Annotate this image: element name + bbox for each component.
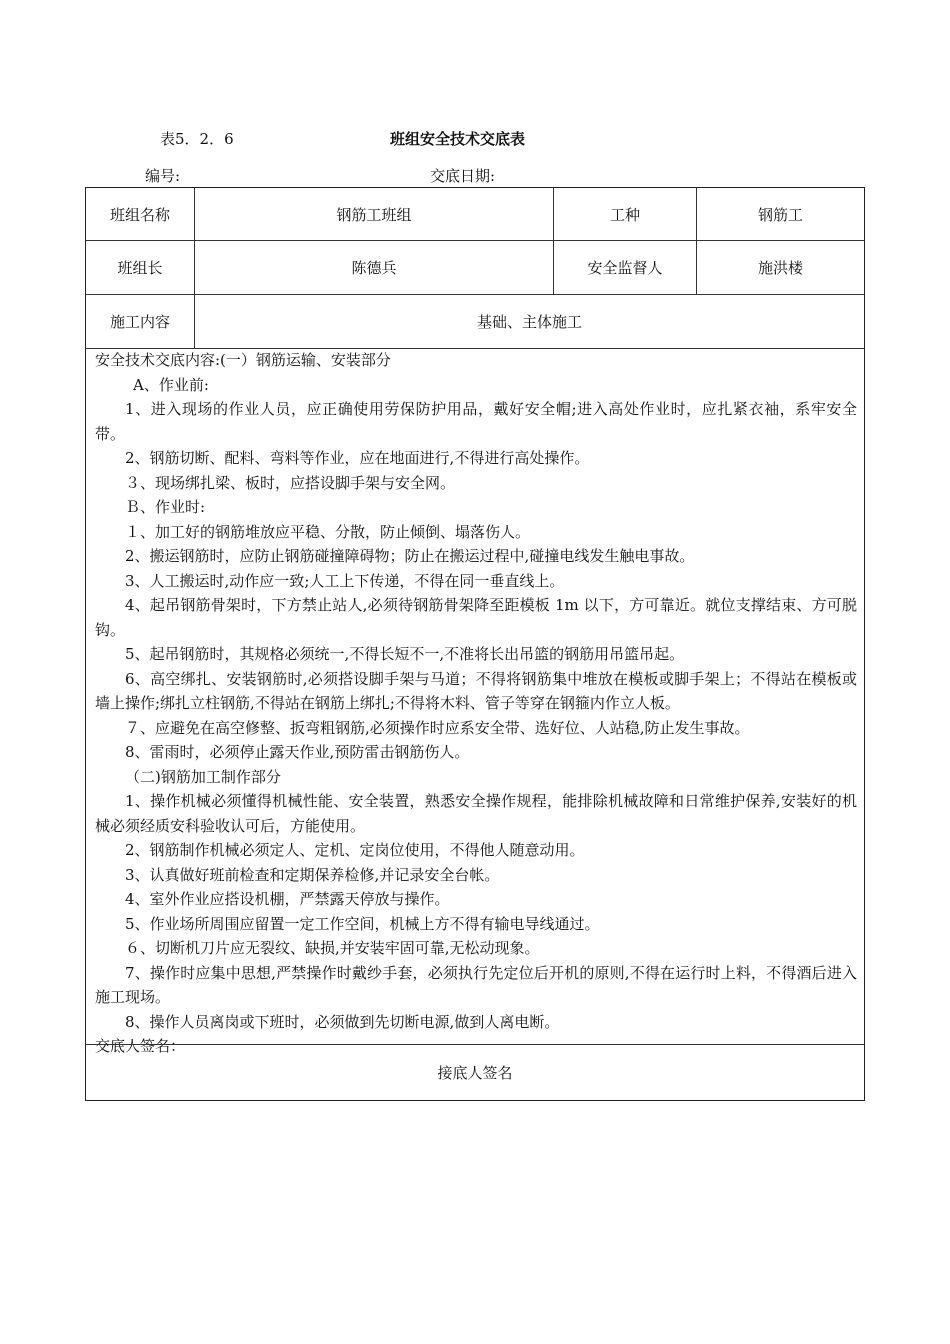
- receiver-signature-label: 接底人签名: [437, 1064, 513, 1082]
- list-item: ３、现场绑扎梁、板时，应搭设脚手架与安全网。: [125, 473, 456, 492]
- list-item: 6、高空绑扎、安装钢筋时,必须搭设脚手架与马道；不得将钢筋集中堆放在模板或脚手架上；不得站在模板或墙上操作;绑扎立柱钢筋,不得站在钢筋上绑扎;不得将木料、管子等穿在钢箍内作立人板。: [95, 669, 857, 712]
- document-title: 班组安全技术交底表: [390, 130, 526, 148]
- list-item: 8、雷雨时，必须停止露天作业,预防雷击钢筋伤人。: [125, 743, 470, 761]
- receiver-signature-row: [86, 1044, 864, 1100]
- work-content-row: [86, 295, 864, 349]
- list-item: 8、操作人员离岗或下班时，必须做到先切断电源,做到人离电断。: [125, 1012, 560, 1031]
- list-item: １、加工好的钢筋堆放应平稳、分散，防止倾倒、塌落伤人。: [125, 522, 531, 541]
- discloser-signature-label: 交底人签名：: [95, 1037, 186, 1055]
- list-item: 4、起吊钢筋骨架时，下方禁止站人,必须待钢筋骨架降至距模板 1m 以下，方可靠近。就位支撑结束、方可脱钩。: [95, 596, 857, 639]
- work-content-value: 基础、主体施工: [476, 313, 582, 331]
- list-item: ７、应避免在高空修整、扳弯粗钢筋,必须操作时应系安全带、选好位、人站稳,防止发生事故。: [125, 718, 750, 737]
- section-a-heading: A、作业前:: [133, 375, 209, 394]
- section-b-heading: Ｂ、作业时:: [125, 498, 206, 516]
- list-item: 3、认真做好班前检查和定期保养检修,并记录安全台帐。: [125, 865, 500, 884]
- list-item: 2、搬运钢筋时，应防止钢筋碰撞障碍物；防止在搬运过程中,碰撞电线发生触电事故。: [125, 547, 695, 565]
- leader-value: 陈德兵: [195, 241, 554, 294]
- list-item: 3、人工搬运时,动作应一致;人工上下传递，不得在同一垂直线上。: [125, 571, 565, 590]
- disclosure-content: [86, 348, 864, 1055]
- list-item: ６、切断机刀片应无裂纹、缺损,并安装牢固可靠,无松动现象。: [125, 939, 540, 957]
- list-item: 2、钢筋制作机械必须定人、定机、定岗位使用，不得他人随意动用。: [125, 841, 585, 859]
- list-item: 4、室外作业应搭设机棚，严禁露天停放与操作。: [125, 890, 450, 908]
- work-content-label: 施工内容: [86, 295, 195, 348]
- leader-row: [86, 241, 864, 295]
- table-number: 表5．2．6: [160, 130, 234, 148]
- leader-label: 班组长: [86, 241, 195, 294]
- list-item: 5、作业场所周围应留置一定工作空间，机械上方不得有输电导线通过。: [125, 914, 600, 933]
- number-label: 编号:: [145, 167, 181, 185]
- list-item: 7、操作时应集中思想,严禁操作时戴纱手套，必须执行先定位后开机的原则,不得在运行时上料，不得酒后进入施工现场。: [95, 963, 857, 1006]
- list-item: 2、钢筋切断、配料、弯料等作业，应在地面进行,不得进行高处操作。: [125, 449, 590, 467]
- trade-value: 钢筋工: [757, 205, 803, 224]
- supervisor-label: 安全监督人: [554, 241, 697, 294]
- team-row: [86, 188, 864, 241]
- team-name-value: 钢筋工班组: [195, 188, 554, 240]
- list-item: 1、进入现场的作业人员，应正确使用劳保防护用品，戴好安全帽;进入高处作业时，应扎紧衣袖，系牢安全带。: [95, 400, 857, 443]
- disclosure-table: [85, 187, 865, 1101]
- trade-label: 工种: [554, 188, 697, 240]
- content-intro: 安全技术交底内容:(一）钢筋运输、安装部分: [95, 351, 391, 369]
- team-name-label: 班组名称: [86, 188, 195, 240]
- section-2-heading: （二)钢筋加工制作部分: [125, 767, 281, 786]
- list-item: 1、操作机械必须懂得机械性能、安全装置，熟悉安全操作规程，能排除机械故障和日常维护保养,安装好的机械必须经质安科验收认可后，方能使用。: [95, 792, 857, 835]
- supervisor-value: 施洪楼: [757, 259, 803, 277]
- date-label: 交底日期:: [430, 167, 496, 185]
- list-item: 5、起吊钢筋时，其规格必须统一,不得长短不一,不准将长出吊篮的钢筋用吊篮吊起。: [125, 645, 685, 663]
